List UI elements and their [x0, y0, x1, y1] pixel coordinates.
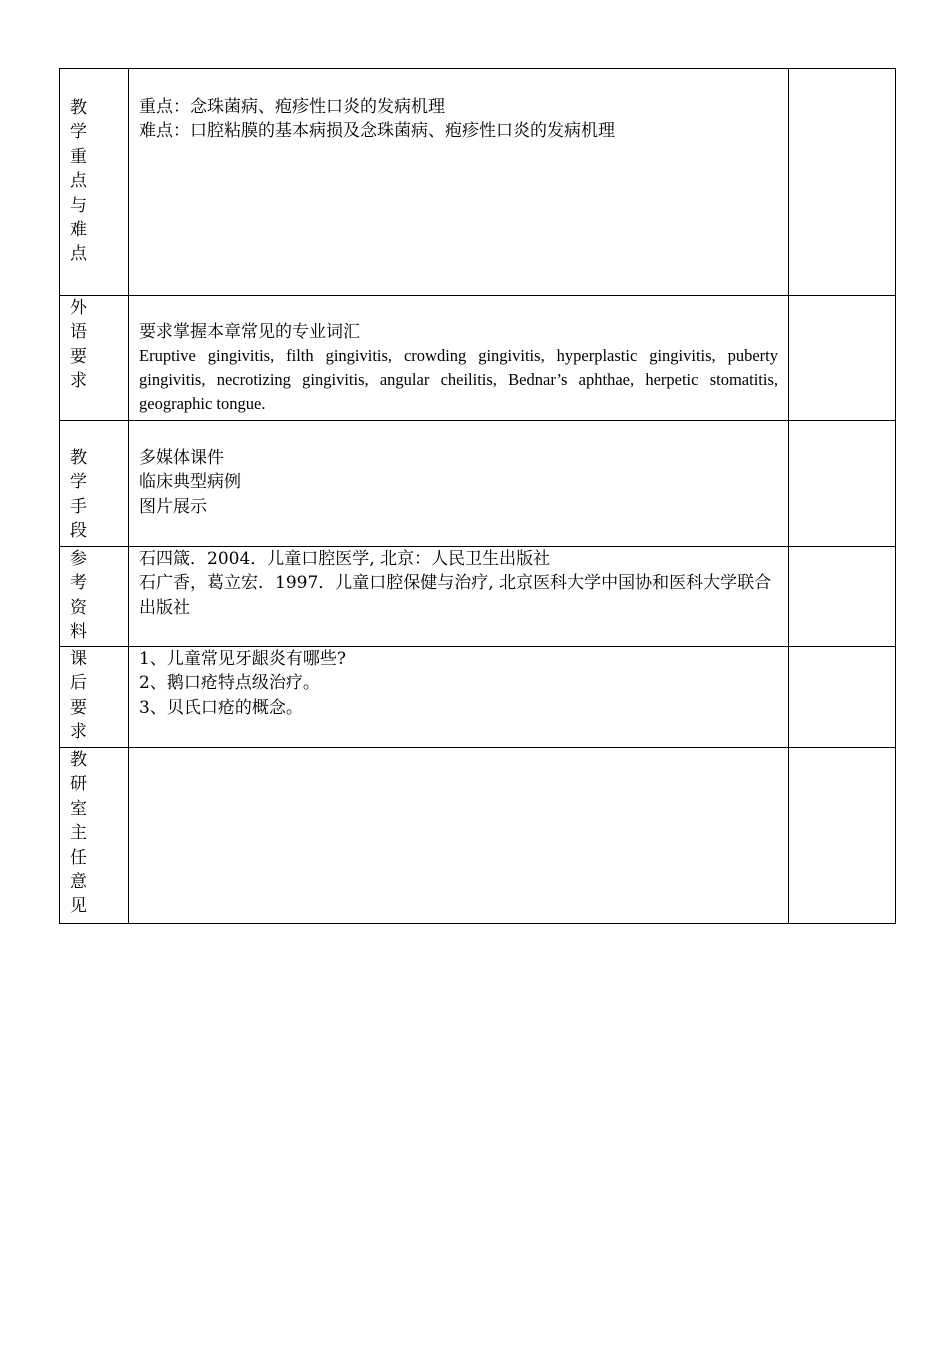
row-label-cell — [60, 421, 129, 547]
table-row — [60, 69, 896, 296]
content-line: 要求掌握本章常见的专业词汇 — [139, 322, 360, 342]
row-label: 教学手段 — [70, 448, 87, 542]
content-cell — [129, 748, 789, 924]
content-line: 多媒体课件 — [139, 448, 224, 468]
content-cell — [129, 296, 789, 421]
content-cell — [129, 547, 789, 647]
row-label-cell — [60, 296, 129, 421]
content-cell — [129, 69, 789, 296]
table-row — [60, 421, 896, 547]
content-line: 临床典型病例 — [139, 472, 241, 493]
content-line: 难点：口腔粘膜的基本病损及念珠菌病、疱疹性口炎的发病机理 — [139, 121, 615, 142]
row-label: 教研室主任意见 — [70, 750, 87, 917]
row-label-cell — [60, 69, 129, 296]
content-line: 石四箴．2004．儿童口腔医学, 北京：人民卫生出版社 — [139, 549, 551, 569]
content-cell — [129, 647, 789, 748]
side-cell — [789, 647, 896, 748]
side-cell — [789, 421, 896, 547]
content-line: 1、儿童常见牙龈炎有哪些? — [139, 649, 346, 669]
row-label: 教学重点与难点 — [70, 98, 87, 265]
side-cell — [789, 748, 896, 924]
table-row — [60, 296, 896, 421]
row-label-cell — [60, 547, 129, 647]
side-cell — [789, 69, 896, 296]
row-label: 外语要求 — [70, 298, 87, 392]
side-cell — [789, 547, 896, 647]
side-cell — [789, 296, 896, 421]
content-line: 3、贝氏口疮的概念。 — [139, 697, 303, 718]
content-line: 重点：念珠菌病、疱疹性口炎的发病机理 — [139, 97, 445, 117]
content-line: 2、鹅口疮特点级治疗。 — [139, 673, 320, 694]
content-line: 石广香，葛立宏．1997．儿童口腔保健与治疗, 北京医科大学中国协和医科大学联合出版社 — [139, 573, 772, 618]
table-row — [60, 647, 896, 748]
row-label: 参考资料 — [70, 549, 87, 643]
content-line: 图片展示 — [139, 496, 207, 517]
row-label-cell — [60, 647, 129, 748]
english-vocabulary: Eruptive gingivitis, filth gingivitis, crowding gingivitis, hyperplastic gingivitis, puberty gingivitis, necrotizing gingivitis, angular cheilitis, Bednar’s aphthae, herpetic stomatitis, geographic tongue. — [139, 346, 778, 414]
table-row — [60, 748, 896, 924]
table-row — [60, 547, 896, 647]
row-label-cell — [60, 748, 129, 924]
row-label: 课后要求 — [70, 649, 87, 743]
lesson-plan-table — [59, 68, 896, 924]
content-cell — [129, 421, 789, 547]
